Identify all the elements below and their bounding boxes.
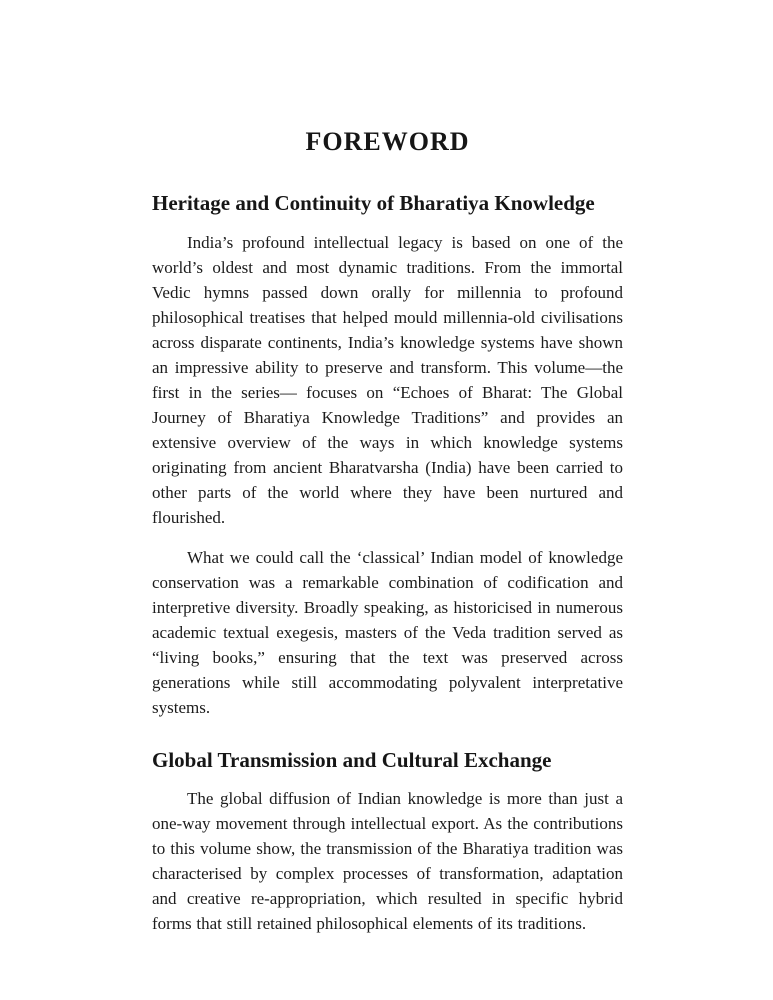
section-heritage bbox=[152, 190, 623, 720]
paragraph: The global diffusion of Indian knowledge is more than just a one-way movement through intellectual export. As the contributions to this volume show, the transmission of the Bharatiya tradition was characterised by complex processes of transformation, adaptation and creative re-appropriation, which resulted in specific hybrid forms that still retained philosophical elements of its traditions. bbox=[152, 789, 623, 933]
page-title: FOREWORD bbox=[305, 127, 470, 156]
section-heading: Heritage and Continuity of Bharatiya Knowledge bbox=[152, 191, 595, 215]
paragraph: India’s profound intellectual legacy is based on one of the world’s oldest and most dynamic traditions. From the immortal Vedic hymns passed down orally for millennia to profound philosophical treatises that helped mould millennia-old civilisations across disparate continents, India’s knowledge systems have shown an impressive ability to preserve and transform. This volume—the first in the series— focuses on “Echoes of Bharat: The Global Journey of Bharatiya Knowledge Traditions” and provides an extensive overview of the ways in which knowledge systems originating from ancient Bharatvarsha (India) have been carried to other parts of the world where they have been nurtured and flourished. bbox=[152, 233, 623, 527]
section-global bbox=[152, 747, 623, 936]
paragraph: What we could call the ‘classical’ Indian model of knowledge conservation was a remarkable combination of codification and interpretive diversity. Broadly speaking, as historicised in numerous academic textual exegesis, masters of the Veda tradition served as “living books,” ensuring that the text was preserved across generations while still accommodating polyvalent interpretative systems. bbox=[152, 548, 623, 717]
section-heading: Global Transmission and Cultural Exchange bbox=[152, 748, 552, 772]
